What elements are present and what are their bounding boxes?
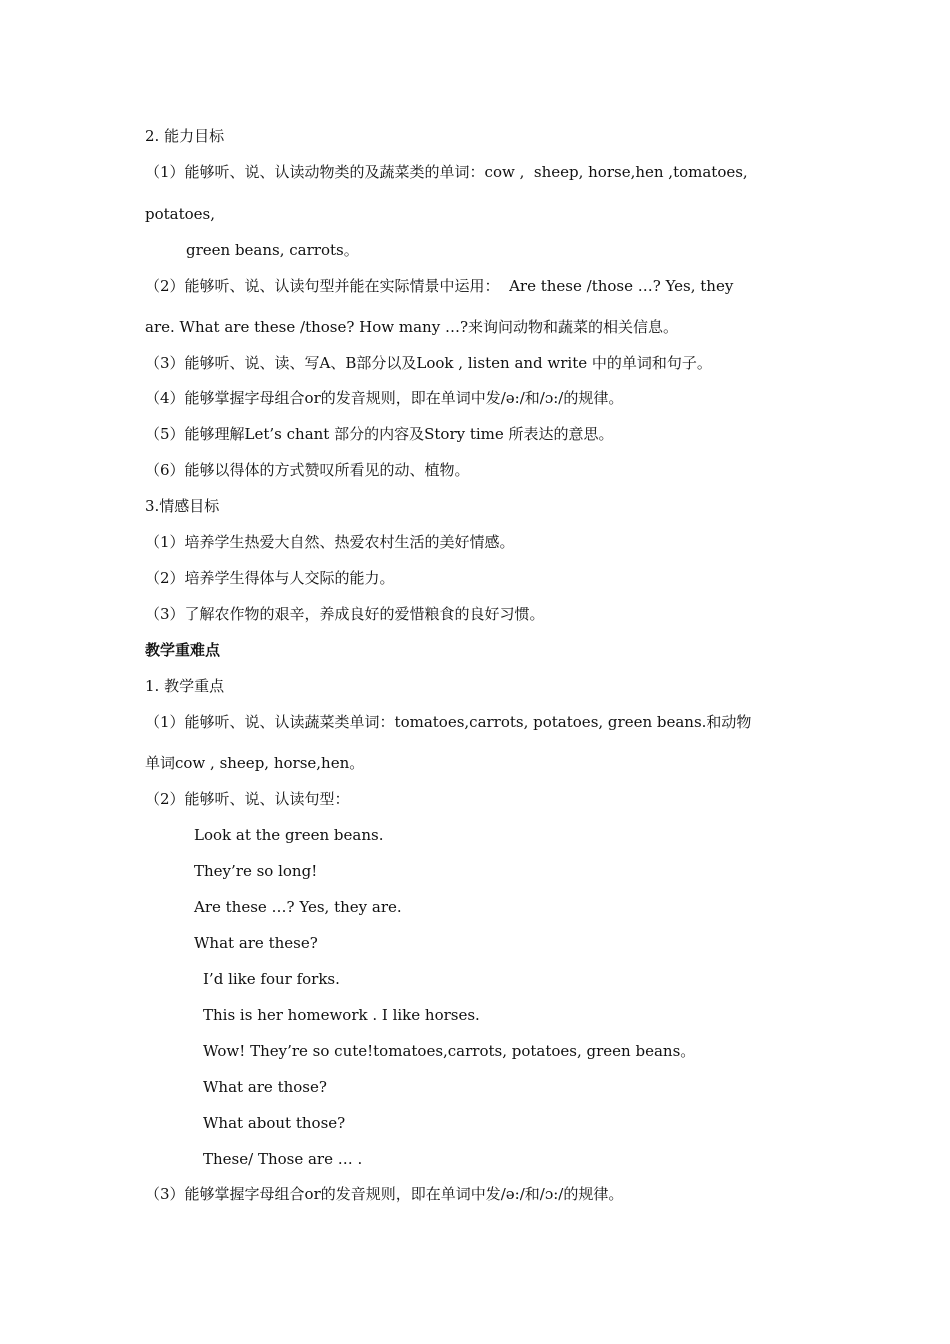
sentence-pattern: This is her homework . I like horses. (203, 1006, 480, 1024)
focus-2-intro: （2）能够听、说、认读句型： (145, 790, 350, 808)
section-heading-emotional-goals: 3.情感目标 (145, 497, 220, 515)
ability-goal-1-line-3: green beans, carrots。 (186, 241, 359, 259)
ability-goal-1-line-1: （1）能够听、说、认读动物类的及蔬菜类的单词：cow , sheep, horse,hen ,tomatoes, (145, 163, 748, 181)
ability-goal-2-line-2: are. What are these /those? How many …?来询问动物和蔬菜的相关信息。 (145, 318, 678, 336)
emotional-goal-2: （2）培养学生得体与人交际的能力。 (145, 569, 395, 587)
sentence-pattern: I’d like four forks. (203, 970, 340, 988)
sentence-pattern: Look at the green beans. (194, 826, 384, 844)
sentence-pattern: Wow! They’re so cute!tomatoes,carrots, potatoes, green beans。 (203, 1042, 696, 1060)
ability-goal-2-line-1: （2）能够听、说、认读句型并能在实际情景中运用： Are these /those …? Yes, they (145, 277, 734, 295)
sentence-pattern: They’re so long! (194, 862, 318, 880)
heading-key-difficult-points: 教学重难点 (145, 641, 221, 659)
ability-goal-3: （3）能够听、说、读、写A、B部分以及Look , listen and write 中的单词和句子。 (145, 354, 712, 372)
emotional-goal-3: （3）了解农作物的艰辛，养成良好的爱惜粮食的良好习惯。 (145, 605, 545, 623)
emotional-goal-1: （1）培养学生热爱大自然、热爱农村生活的美好情感。 (145, 533, 515, 551)
sentence-pattern: What are those? (203, 1078, 327, 1096)
focus-3: （3）能够掌握字母组合or的发音规则，即在单词中发/ə:/和/ɔ:/的规律。 (145, 1185, 624, 1203)
sentence-pattern: What are these? (194, 934, 318, 952)
ability-goal-5: （5）能够理解Let’s chant 部分的内容及Story time 所表达的意思。 (145, 425, 614, 443)
section-heading-ability-goals: 2. 能力目标 (145, 127, 225, 145)
focus-1-line-1: （1）能够听、说、认读蔬菜类单词：tomatoes,carrots, potatoes, green beans.和动物 (145, 713, 752, 731)
ability-goal-6: （6）能够以得体的方式赞叹所看见的动、植物。 (145, 461, 470, 479)
section-heading-teaching-focus: 1. 教学重点 (145, 677, 225, 695)
sentence-pattern: These/ Those are … . (203, 1150, 363, 1168)
sentence-pattern: Are these …? Yes, they are. (194, 898, 402, 916)
ability-goal-1-line-2: potatoes, (145, 205, 216, 223)
ability-goal-4: （4）能够掌握字母组合or的发音规则，即在单词中发/ə:/和/ɔ:/的规律。 (145, 389, 624, 407)
focus-1-line-2: 单词cow , sheep, horse,hen。 (145, 754, 365, 772)
sentence-pattern: What about those? (203, 1114, 346, 1132)
